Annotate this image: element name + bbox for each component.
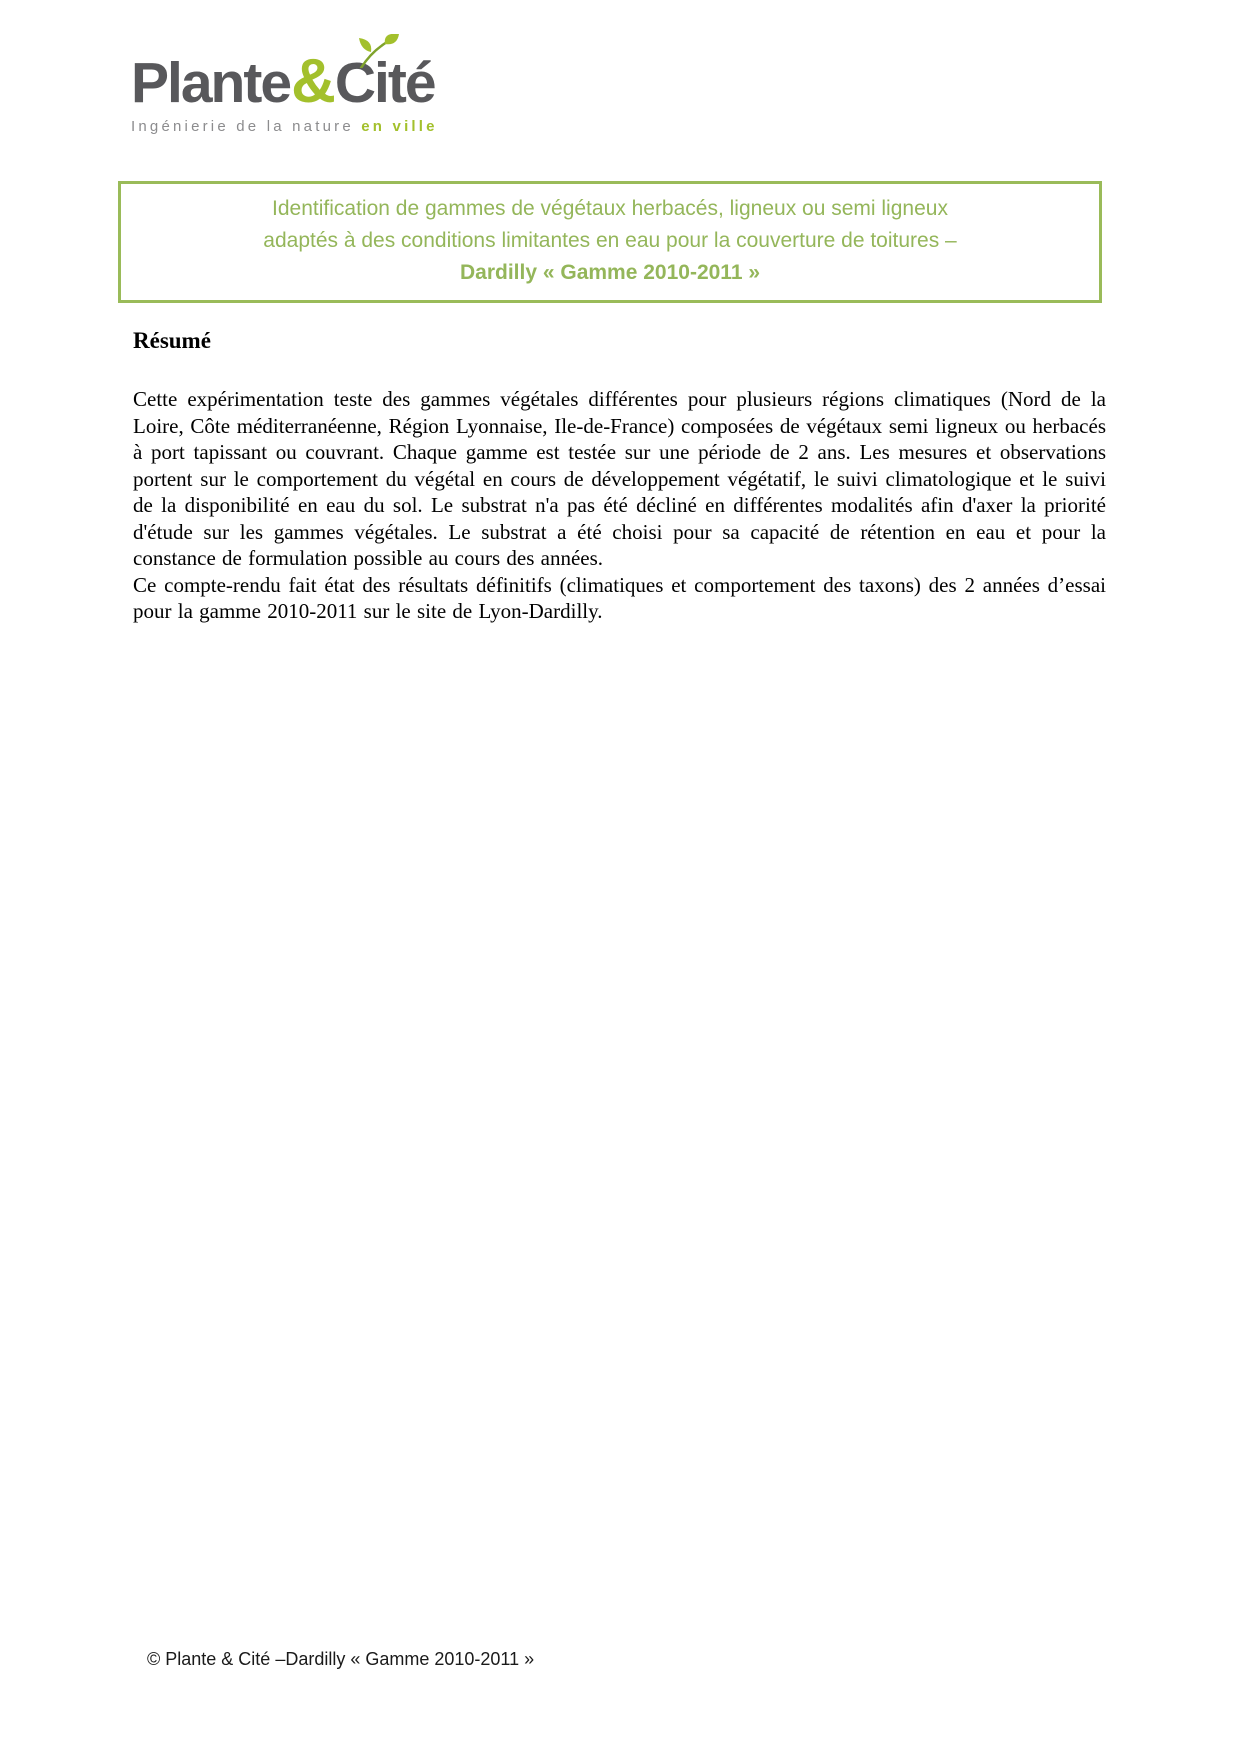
resume-heading: Résumé: [133, 328, 211, 353]
logo-tagline: [131, 118, 471, 135]
plante-cite-logo: [131, 48, 471, 135]
report-title-line3: Dardilly « Gamme 2010-2011 »: [459, 261, 761, 284]
leaf-icon: [327, 34, 399, 68]
resume-paragraph-1: Cette expérimentation teste des gammes végétales différentes pour plusieurs régions climatiques (Nord de la Loire, Côte méditerranéenne, Région Lyonnaise, Ile-de-France) composées de végétaux semi ligneux ou herbacés à port tapissant ou couvrant. Chaque gamme est testée sur une période de 2 ans. Les mesures et observations portent sur le comportement du végétal en cours de développement végétatif, le suivi climatologique et le suivi de la disponibilité en eau du sol. Le substrat n'a pas été décliné en différentes modalités afin d'axer la priorité d'étude sur les gammes végétales. Le substrat a été choisi pour sa capacité de rétention en eau et pour la constance de formulation possible au cours des années.: [133, 387, 1106, 570]
report-title-line2: adaptés à des conditions limitantes en eau pour la couverture de toitures –: [263, 229, 957, 252]
report-title-line1: Identification de gammes de végétaux herbacés, ligneux ou semi ligneux: [272, 197, 948, 220]
logo-wordmark: [131, 48, 471, 116]
report-title-box: [118, 181, 1102, 303]
logo-tagline-gray: Ingénierie de la nature: [131, 118, 354, 136]
logo-text-plante: Plante: [131, 51, 291, 115]
logo-text-cite: Cité: [334, 51, 435, 115]
logo-ampersand: &: [291, 47, 334, 116]
resume-body: [133, 386, 1106, 625]
resume-paragraph-2: Ce compte-rendu fait état des résultats définitifs (climatiques et comportement des taxons) des 2 années d’essai pour la gamme 2010-2011 sur le site de Lyon-Dardilly.: [133, 572, 1106, 623]
page-footer: © Plante & Cité –Dardilly « Gamme 2010-2011 »: [147, 1649, 535, 1669]
logo-tagline-green: en ville: [361, 118, 438, 136]
